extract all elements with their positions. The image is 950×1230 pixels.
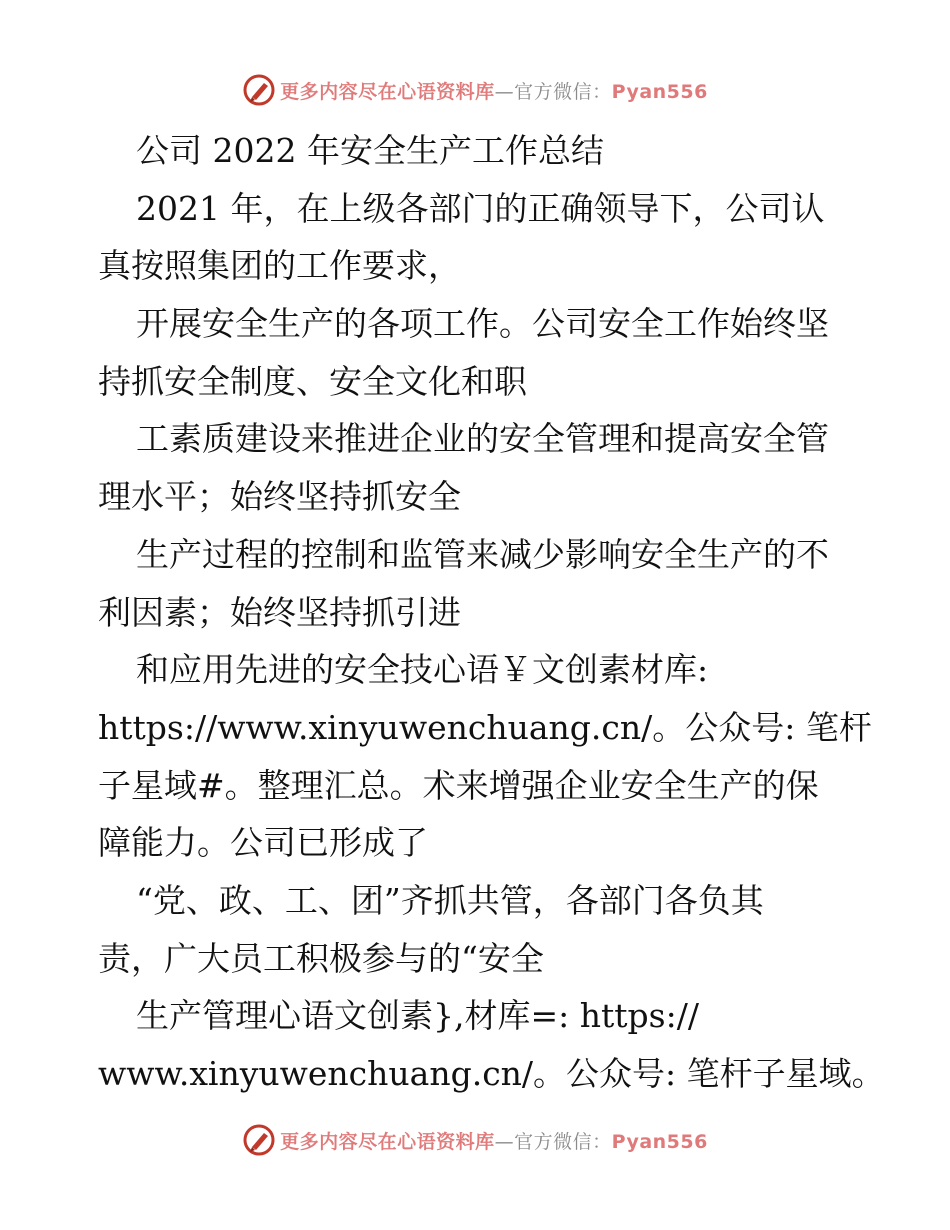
paragraph-line: 子星域#。整理汇总。术来增强企业安全生产的保 [98,765,819,805]
paragraph-line: 责，广大员工积极参与的“安全 [98,938,544,978]
paragraph-line: 和应用先进的安全技心语￥文创素材库: [136,650,709,690]
paragraph-line: 2021 年，在上级各部门的正确领导下，公司认 [136,188,825,228]
watermark-wechat-label: 官方微信： [514,80,612,103]
watermark-brand-text: 更多内容尽在心语资料库 [280,1130,495,1153]
paragraph-line: “党、政、工、团”齐抓共管，各部门各负其 [136,880,764,920]
watermark-dash: — [494,1130,515,1153]
paragraph-line: https://www.xinyuwenchuang.cn/。公众号: 笔杆 [98,707,872,747]
watermark-dash: — [494,80,515,103]
paragraph-line: 开展安全生产的各项工作。公司安全工作始终坚 [136,304,829,344]
watermark-wechat-label: 官方微信： [514,1130,612,1153]
paragraph-line: 工素质建设来推进企业的安全管理和提高安全管 [136,419,829,459]
paragraph-line: 理水平；始终坚持抓安全 [98,477,461,517]
paragraph-line: 持抓安全制度、安全文化和职 [98,361,527,401]
paragraph-line: www.xinyuwenchuang.cn/。公众号: 笔杆子星域。 [98,1054,885,1093]
paragraph-line: 障能力。公司已形成了 [98,823,428,863]
document-title: 公司 2022 年安全生产工作总结 [136,131,604,170]
header-watermark [0,70,950,110]
paragraph-line: 生产管理心语文创素},材库=: https:// [136,996,699,1036]
pen-logo-icon [242,1123,276,1157]
watermark-wechat-id: Pyan556 [611,1130,708,1153]
paragraph-line: 利因素；始终坚持抓引进 [98,592,461,632]
paragraph-line: 真按照集团的工作要求， [98,246,461,286]
paragraph-line: 生产过程的控制和监管来减少影响安全生产的不 [136,534,829,574]
pen-logo-icon [242,73,276,107]
watermark-brand-text: 更多内容尽在心语资料库 [280,80,495,103]
watermark-wechat-id: Pyan556 [611,80,708,103]
footer-watermark [0,1120,950,1160]
document-body [98,122,885,1103]
